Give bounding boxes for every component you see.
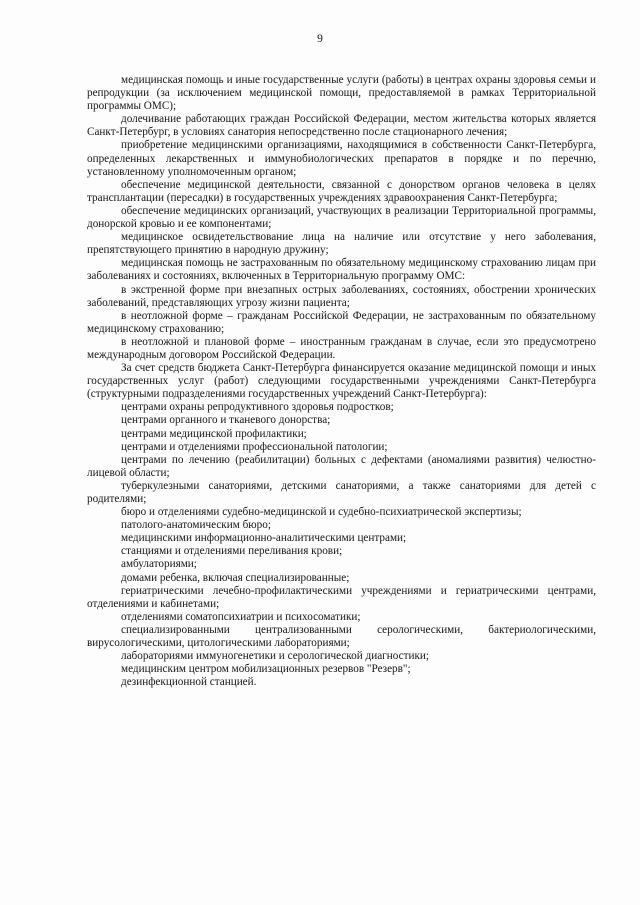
paragraph: медицинскими информационно-аналитическими центрами; [121, 532, 407, 545]
paragraph: специализированными централизованными серологическими, бактериологическими, вирусологическими, цитологическими лабораториями; [87, 623, 596, 650]
paragraph: медицинская помощь и иные государственные услуги (работы) в центрах охраны здоровья семьи и репродукции (за исключением медицинской помощи, предоставляемой в рамках Территориальной программы ОМС); [87, 74, 596, 113]
paragraph: туберкулезными санаториями, детскими санаториями, а также санаториями для детей с родителями; [87, 479, 596, 505]
paragraph: центрами медицинской профилактики; [121, 427, 307, 440]
paragraph: лабораториями иммуногенетики и серологической диагностики; [121, 650, 429, 663]
paragraph: станциями и отделениями переливания крови; [121, 545, 343, 558]
paragraph: домами ребенка, включая специализированные; [121, 571, 350, 584]
paragraph: центрами и отделениями профессиональной патологии; [121, 440, 388, 453]
paragraph: центрами органного и тканевого донорства; [121, 414, 331, 427]
paragraph: гериатрическими лечебно-профилактическими учреждениями и гериатрическими центрами, отделениями и кабинетами; [87, 584, 596, 610]
paragraph: медицинским центром мобилизационных резервов "Резерв"; [121, 663, 411, 676]
paragraph: амбулаториями; [121, 558, 197, 571]
paragraph: медицинская помощь не застрахованным по обязательному медицинскому страхованию лицам при заболеваниях и состояниях, включенных в Территориальную программу ОМС: [87, 257, 596, 283]
paragraph: в неотложной форме – гражданам Российской Федерации, не застрахованным по обязательному медицинскому страхованию; [87, 309, 596, 335]
paragraph: обеспечение медицинской деятельности, связанной с донорством органов человека в целях трансплантации (пересадки) в государственных учреждениях здравоохранения Санкт-Петербурга; [87, 178, 596, 204]
paragraph: в экстренной форме при внезапных острых заболеваниях, состояниях, обострении хронических заболеваний, представляющих угрозу жизни пациента; [87, 283, 596, 309]
paragraph: За счет средств бюджета Санкт-Петербурга финансируется оказание медицинской помощи и иных государственных услуг (работ) следующими государственными учреждениями Санкт-Петербурга (структурными подразделениями государственных учреждений Санкт-Петербурга): [87, 362, 596, 401]
paragraph: дезинфекционной станцией. [121, 676, 257, 689]
page-number: 9 [317, 33, 323, 45]
paragraph: долечивание работающих граждан Российской Федерации, местом жительства которых является Санкт-Петербург, в условиях санатория непосредственно после стационарного лечения; [87, 113, 596, 139]
paragraph: бюро и отделениями судебно-медицинской и судебно-психиатрической экспертизы; [121, 506, 522, 519]
paragraph: отделениями соматопсихиатрии и психосоматики; [121, 610, 361, 623]
paragraph: в неотложной и плановой форме – иностранным гражданам в случае, если это предусмотрено международным договором Российской Федерации. [87, 335, 596, 361]
document-body [87, 74, 596, 689]
paragraph: обеспечение медицинских организаций, участвующих в реализации Территориальной программы, донорской кровью и ее компонентами; [87, 204, 596, 231]
paragraph: приобретение медицинскими организациями, находящимися в собственности Санкт-Петербурга, определенных лекарственных и иммунобиологических препаратов в порядке и по перечню, установленному уполномоченным органом; [87, 139, 596, 178]
paragraph: центрами охраны репродуктивного здоровья подростков; [121, 401, 394, 414]
paragraph: медицинское освидетельствование лица на наличие или отсутствие у него заболевания, препятствующего принятию в народную дружину; [87, 231, 596, 257]
paragraph: патолого-анатомическим бюро; [121, 519, 271, 532]
paragraph: центрами по лечению (реабилитации) больных с дефектами (аномалиями развития) челюстно-лицевой области; [87, 453, 596, 479]
